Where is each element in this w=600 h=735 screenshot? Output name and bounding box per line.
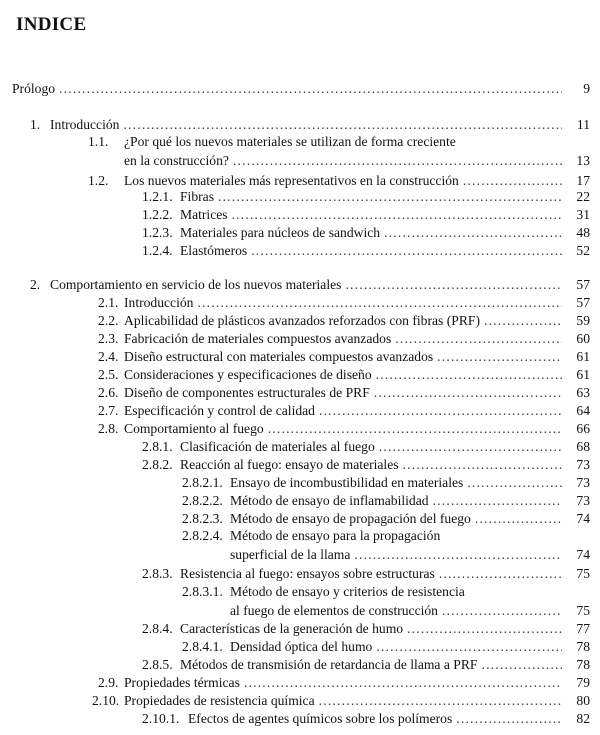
- toc-entry-number: 1.2.2.: [142, 207, 173, 222]
- toc-entry-number: 1.: [30, 117, 41, 132]
- toc-entry-title: Propiedades de resistencia química: [124, 693, 315, 708]
- dot-leader: [407, 620, 562, 638]
- dot-leader: [395, 330, 562, 348]
- toc-entry-title: ¿Por qué los nuevos materiales se utilizan de forma creciente: [124, 134, 456, 149]
- toc-entry-page: 57: [576, 295, 590, 310]
- toc-entry: [0, 692, 600, 710]
- toc-entry-page: 13: [576, 153, 590, 168]
- toc-entry-title: Método de ensayo de inflamabilidad: [230, 493, 429, 508]
- dot-leader: [345, 276, 562, 294]
- toc-entry-number: 2.10.: [92, 693, 120, 708]
- toc-entry: [0, 710, 600, 728]
- toc-entry-title: Comportamiento en servicio de los nuevos materiales: [50, 277, 342, 292]
- toc-entry: [0, 620, 600, 638]
- toc-entry: [0, 420, 600, 438]
- toc-entry-page: 82: [576, 711, 590, 726]
- toc-entry-number: 2.9.: [98, 675, 119, 690]
- toc-entry-number: 1.2.4.: [142, 243, 173, 258]
- toc-entry: [0, 384, 600, 402]
- dot-leader: [218, 188, 562, 206]
- dot-leader: [244, 674, 562, 692]
- toc-entry: [0, 312, 600, 330]
- toc-entry-number: 2.: [30, 277, 41, 292]
- toc-entry-title: Aplicabilidad de plásticos avanzados reforzados con fibras (PRF): [124, 313, 480, 328]
- toc-entry-title: Resistencia al fuego: ensayos sobre estructuras: [180, 566, 435, 581]
- dot-leader: [59, 80, 562, 98]
- dot-leader: [442, 602, 562, 620]
- toc-entry-title: Introducción: [50, 117, 120, 132]
- dot-leader: [197, 294, 562, 312]
- toc-entry: [0, 402, 600, 420]
- toc-entry-page: 64: [576, 403, 590, 418]
- dot-leader: [481, 656, 562, 674]
- dot-leader: [403, 456, 562, 474]
- page-title: INDICE: [16, 14, 87, 35]
- toc-entry-title: Método de ensayo de propagación del fuego: [230, 511, 471, 526]
- toc-entry-title-continued: superficial de la llama: [230, 547, 351, 562]
- toc-entry-title: Comportamiento al fuego: [124, 421, 264, 436]
- dot-leader: [467, 474, 562, 492]
- toc-entry-number: 2.3.: [98, 331, 119, 346]
- toc-entry-page: 73: [576, 493, 590, 508]
- toc-entry-page: 61: [576, 349, 590, 364]
- dot-leader: [379, 438, 562, 456]
- toc-entry-title: Prólogo: [12, 81, 56, 96]
- toc-entry: [0, 492, 600, 510]
- toc-entry-number: 2.4.: [98, 349, 119, 364]
- toc-entry: [0, 656, 600, 674]
- toc-entry-title: Especificación y control de calidad: [124, 403, 315, 418]
- toc-entry-number: 1.2.1.: [142, 189, 173, 204]
- toc-entry-title: Reacción al fuego: ensayo de materiales: [180, 457, 399, 472]
- toc-entry-title: Clasificación de materiales al fuego: [180, 439, 375, 454]
- toc-entry: [0, 330, 600, 348]
- toc-entry-page: 75: [576, 566, 590, 581]
- dot-leader: [433, 492, 562, 510]
- toc-entry-page: 80: [576, 693, 590, 708]
- toc-entry-title: Consideraciones y especificaciones de diseño: [124, 367, 372, 382]
- dot-leader: [354, 546, 562, 564]
- toc-entry: [0, 674, 600, 692]
- dot-leader: [456, 710, 562, 728]
- toc-entry-page: 60: [576, 331, 590, 346]
- toc-entry-page: 74: [576, 547, 590, 562]
- toc-entry-title: Densidad óptica del humo: [230, 639, 373, 654]
- dot-leader: [123, 116, 562, 134]
- toc-entry-page: 31: [576, 207, 590, 222]
- toc-entry-number: 1.2.3.: [142, 225, 173, 240]
- toc-entry-number: 2.8.3.1.: [182, 584, 223, 599]
- toc-entry: [0, 242, 600, 260]
- toc-entry: [0, 565, 600, 583]
- toc-entry-page: 79: [576, 675, 590, 690]
- toc-entry-page: 73: [576, 475, 590, 490]
- toc-entry-title: Diseño estructural con materiales compuestos avanzados: [124, 349, 434, 364]
- toc-entry-number: 2.8.2.1.: [182, 475, 223, 490]
- dot-leader: [475, 510, 562, 528]
- dot-leader: [232, 206, 562, 224]
- dot-leader: [319, 402, 562, 420]
- toc-entry-page: 73: [576, 457, 590, 472]
- toc-entry: [0, 133, 600, 170]
- toc-entry-title-continued: en la construcción?: [124, 153, 229, 168]
- toc-entry: [0, 80, 600, 98]
- toc-entry: [0, 510, 600, 528]
- toc-entry-number: 2.8.5.: [142, 657, 173, 672]
- toc-entry-number: 1.1.: [88, 134, 109, 149]
- toc-entry-number: 2.8.2.3.: [182, 511, 223, 526]
- toc-entry-page: 52: [576, 243, 590, 258]
- toc-entry-number: 2.2.: [98, 313, 119, 328]
- toc-entry-page: 63: [576, 385, 590, 400]
- toc-entry-title: Diseño de componentes estructurales de PRF: [124, 385, 370, 400]
- toc-entry-number: 2.6.: [98, 385, 119, 400]
- toc-entry-number: 2.8.4.: [142, 621, 173, 636]
- toc-entry-number: 2.1.: [98, 295, 119, 310]
- toc-entry: [0, 188, 600, 206]
- toc-entry: [0, 224, 600, 242]
- toc-entry-page: 59: [576, 313, 590, 328]
- toc-entry: [0, 366, 600, 384]
- dot-leader: [437, 348, 562, 366]
- toc-entry-title-continued: al fuego de elementos de construcción: [230, 603, 438, 618]
- toc-entry-page: 57: [576, 277, 590, 292]
- toc-entry-number: 2.8.2.2.: [182, 493, 223, 508]
- toc-entry-number: 2.8.2.: [142, 457, 173, 472]
- toc-entry-page: 78: [576, 639, 590, 654]
- toc-entry: [0, 527, 600, 564]
- toc-entry-number: 1.2.: [88, 173, 109, 188]
- toc-entry: [0, 116, 600, 134]
- toc-entry-title: Introducción: [124, 295, 194, 310]
- toc-entry-title: Elastómeros: [180, 243, 248, 258]
- dot-leader: [319, 692, 562, 710]
- toc-entry-number: 2.10.1.: [142, 711, 180, 726]
- dot-leader: [384, 224, 562, 242]
- toc-entry-title: Propiedades térmicas: [124, 675, 240, 690]
- toc-entry-page: 61: [576, 367, 590, 382]
- toc-entry-page: 78: [576, 657, 590, 672]
- toc-entry: [0, 638, 600, 656]
- toc-entry: [0, 294, 600, 312]
- dot-leader: [268, 420, 562, 438]
- toc-entry-page: 74: [576, 511, 590, 526]
- toc-entry: [0, 276, 600, 294]
- toc-entry: [0, 206, 600, 224]
- toc-entry-number: 2.8.3.: [142, 566, 173, 581]
- toc-entry-title: Fibras: [180, 189, 214, 204]
- dot-leader: [376, 638, 562, 656]
- dot-leader: [484, 312, 562, 330]
- toc-entry-title: Método de ensayo para la propagación: [230, 528, 441, 543]
- toc-entry-page: 66: [576, 421, 590, 436]
- toc-entry-title: Los nuevos materiales más representativos en la construcción: [124, 173, 459, 188]
- toc-entry: [0, 438, 600, 456]
- toc-entry-title: Características de la generación de humo: [180, 621, 404, 636]
- toc-entry-title: Fabricación de materiales compuestos avanzados: [124, 331, 392, 346]
- toc-entry-title: Método de ensayo y criterios de resistencia: [230, 584, 465, 599]
- toc-entry-number: 2.8.1.: [142, 439, 173, 454]
- dot-leader: [376, 366, 562, 384]
- toc-entry-title: Ensayo de incombustibilidad en materiales: [230, 475, 464, 490]
- toc-entry-title: Efectos de agentes químicos sobre los polímeros: [188, 711, 453, 726]
- toc-entry-title: Matrices: [180, 207, 228, 222]
- toc-entry: [0, 474, 600, 492]
- toc-entry-number: 2.8.4.1.: [182, 639, 223, 654]
- toc-entry-number: 2.8.2.4.: [182, 528, 223, 543]
- toc-entry-number: 2.5.: [98, 367, 119, 382]
- toc-entry-page: 17: [576, 173, 590, 188]
- toc-entry-page: 9: [583, 81, 590, 96]
- toc-entry-title: Métodos de transmisión de retardancia de llama a PRF: [180, 657, 478, 672]
- toc-entry-page: 11: [576, 117, 590, 132]
- toc-entry: [0, 348, 600, 366]
- toc-entry-number: 2.8.: [98, 421, 119, 436]
- dot-leader: [233, 152, 562, 170]
- toc-entry-page: 48: [576, 225, 590, 240]
- toc-entry-page: 22: [576, 189, 590, 204]
- dot-leader: [251, 242, 562, 260]
- toc-entry-page: 77: [576, 621, 590, 636]
- dot-leader: [439, 565, 562, 583]
- toc-entry-page: 68: [576, 439, 590, 454]
- toc-entry-title: Materiales para núcleos de sandwich: [180, 225, 381, 240]
- dot-leader: [374, 384, 562, 402]
- toc-entry-page: 75: [576, 603, 590, 618]
- toc-entry-number: 2.7.: [98, 403, 119, 418]
- toc-entry: [0, 583, 600, 620]
- toc-entry: [0, 456, 600, 474]
